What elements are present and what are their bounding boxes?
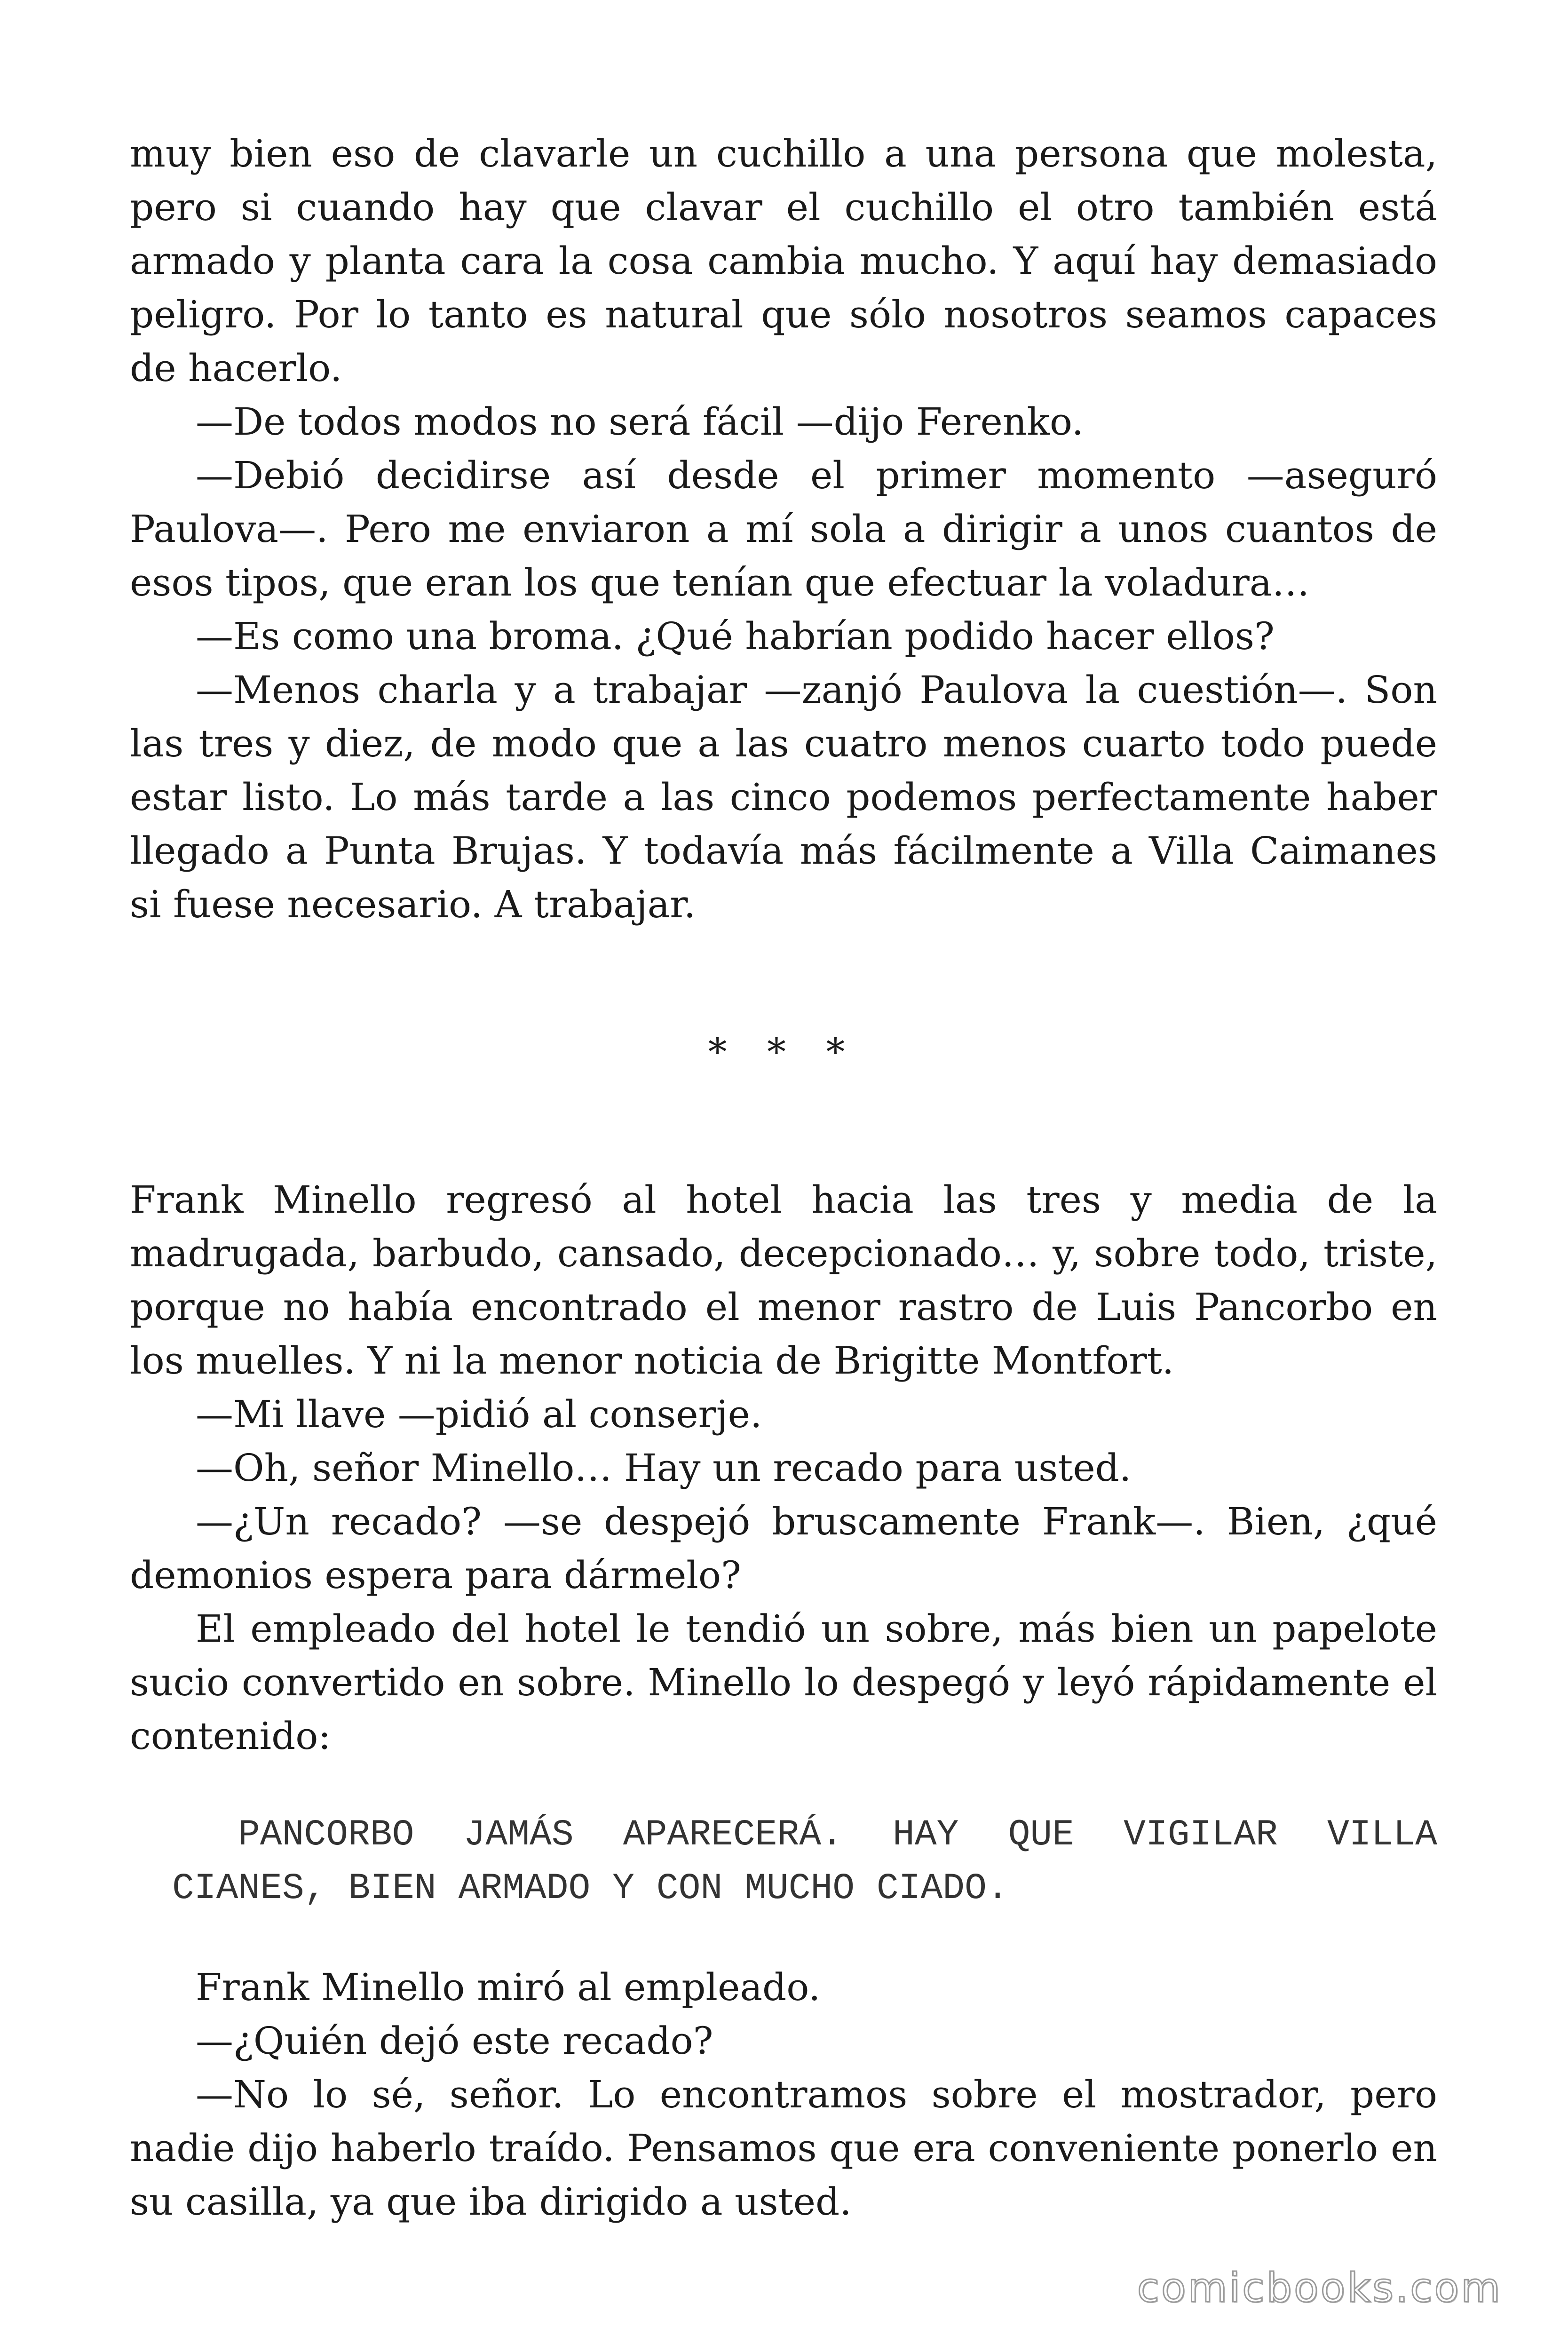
paragraph: —¿Un recado? —se despejó bruscamente Frank—. Bien, ¿qué demonios espera para dármelo? [130,1500,1437,1597]
paragraph: —Oh, señor Minello… Hay un recado para usted. [196,1446,1132,1490]
paragraph: —Mi llave —pidió al conserje. [196,1392,762,1436]
paragraph: —¿Quién dejó este recado? [196,2019,713,2063]
paragraph: muy bien eso de clavarle un cuchillo a una persona que molesta, pero si cuando hay que clavar el cuchillo el otro también está armado y planta cara la cosa cambia mucho. Y aquí hay demasiado peligro. Por lo tanto es natural que sólo nosotros seamos capaces de hacerlo. [130,132,1437,390]
watermark-logo: comicbooks.com [1137,2265,1502,2312]
paragraph: —Es como una broma. ¿Qué habrían podido hacer ellos? [196,614,1275,658]
section-separator: * * * [708,1030,859,1074]
paragraph: Frank Minello miró al empleado. [196,1965,821,2009]
paragraph: —No lo sé, señor. Lo encontramos sobre el mostrador, pero nadie dijo haberlo traído. Pensamos que era conveniente ponerlo en su casilla, ya que iba dirigido a usted. [130,2073,1437,2224]
message-note: PANCORBO JAMÁS APARECERÁ. HAY QUE VIGILAR VILLA CIANES, BIEN ARMADO Y CON MUCHO CIADO. [172,1814,1437,1909]
paragraph: —Menos charla y a trabajar —zanjó Paulova la cuestión—. Son las tres y diez, de modo que a las cuatro menos cuarto todo puede estar listo. Lo más tarde a las cinco podemos perfectamente haber llegado a Punta Brujas. Y todavía más fácilmente a Villa Caimanes si fuese necesario. A trabajar. [130,668,1437,926]
paragraph: Frank Minello regresó al hotel hacia las tres y media de la madrugada, barbudo, cansado, decepcionado… y, sobre todo, triste, porque no había encontrado el menor rastro de Luis Pancorbo en los muelles. Y ni la menor noticia de Brigitte Montfort. [130,1178,1437,1383]
paragraph: —Debió decidirse así desde el primer momento —aseguró Paulova—. Pero me enviaron a mí sola a dirigir a unos cuantos de esos tipos, que eran los que tenían que efectuar la voladura… [130,453,1437,604]
paragraph: El empleado del hotel le tendió un sobre, más bien un papelote sucio convertido en sobre. Minello lo despegó y leyó rápidamente el contenido: [130,1607,1437,1758]
paragraph: —De todos modos no será fácil —dijo Ferenko. [196,400,1084,444]
page-body [130,127,1437,2229]
